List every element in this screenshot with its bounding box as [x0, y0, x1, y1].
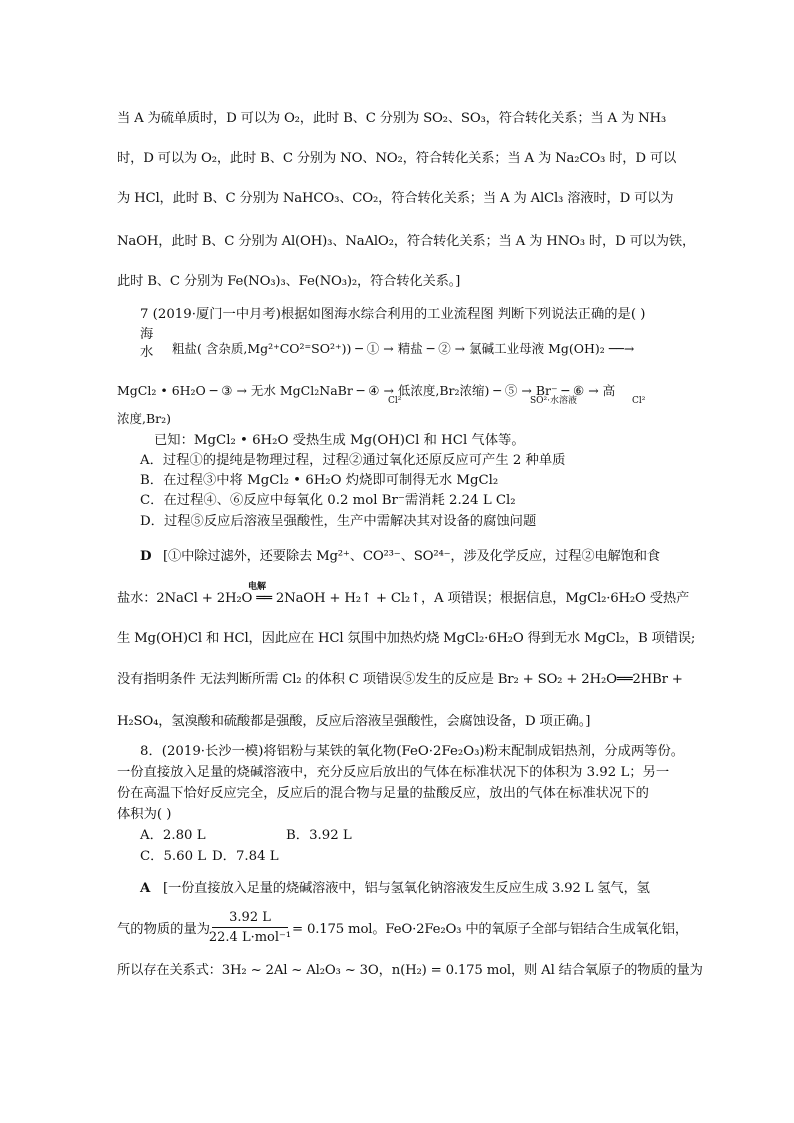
question-7-stem: 7 (2019·厦门一中月考)根据如图海水综合利用的工业流程图 判断下列说法正确的是( )	[140, 307, 646, 322]
arrow-label-4: Cl²	[388, 396, 402, 406]
text-line: 此时 B、C 分别为 Fe(NO₃)₃、Fe(NO₃)₂，符合转化关系。]	[117, 274, 461, 289]
answer-line: 没有指明条件 无法判断所需 Cl₂ 的体积 C 项错误⑤发生的反应是 Br₂ + SO₂ + 2H₂O══2HBr +	[117, 672, 683, 687]
answer-line: 生 Mg(OH)Cl 和 HCl，因此应在 HCl 氛围中加热灼烧 MgCl₂·6H₂O 得到无水 MgCl₂，B 项错误;	[117, 631, 696, 646]
answer-line: 所以存在关系式：3H₂ ~ 2Al ~ Al₂O₃ ~ 3O，n(H₂) = 0.175 mol，则 Al 结合氧原子的物质的量为	[117, 963, 703, 978]
text-line: NaOH，此时 B、C 分别为 Al(OH)₃、NaAlO₂，符合转化关系；当 A 为 HNO₃ 时，D 可以为铁，	[117, 234, 696, 249]
arrow-label-6: Cl²	[632, 396, 646, 406]
fraction-bar	[212, 927, 288, 928]
question-8-stem: 8．(2019·长沙一模)将铝粉与某铁的氧化物(FeO·2Fe₂O₃)粉末配制成铝热剂，分成两等份。	[140, 744, 685, 759]
answer-line: [一份直接放入足量的烧碱溶液中，铝与氢氧化钠溶液发生反应生成 3.92 L 氢气，氢	[163, 881, 650, 896]
question-8-stem: 一份直接放入足量的烧碱溶液中，充分反应后放出的气体在标准状况下的体积为 3.92 L；另一	[117, 765, 670, 780]
answer-line-suffix: = 0.175 mol。FeO·2Fe₂O₃ 中的氧原子全部与铝结合生成氧化铝，	[292, 922, 688, 937]
text-line: 为 HCl，此时 B、C 分别为 NaHCO₃、CO₂，符合转化关系；当 A 为 AlCl₃ 溶液时，D 可以为	[117, 191, 674, 206]
reaction-condition: 电解	[248, 582, 267, 592]
flow-diagram-row-1: 粗盐( 含杂质,Mg²⁺CO²⁼SO²⁺)) ─ ① → 精盐 ─ ② → 氯碱工业母液 Mg(OH)₂ ──→	[172, 341, 635, 356]
flow-label-water: 水	[140, 345, 154, 360]
known-info: 已知：MgCl₂ • 6H₂O 受热生成 Mg(OH)Cl 和 HCl 气体等。	[154, 433, 525, 448]
option-a: A．2.80 L	[140, 828, 206, 843]
text-line: 时，D 可以为 O₂，此时 B、C 分别为 NO、NO₂，符合转化关系；当 A 为 Na₂CO₃ 时，D 可以	[117, 151, 677, 166]
answer-line: 盐水：2NaCl + 2H₂O ══ 2NaOH + H₂↑ + Cl₂↑，A 项错误；根据信息，MgCl₂·6H₂O 受热产	[117, 591, 690, 606]
flow-diagram-row-2: MgCl₂ • 6H₂O ─ ③ → 无水 MgCl₂NaBr ─ ④ → 低浓度,Br₂浓缩) ─ ⑤ → Br⁻ ─ ⑥ → 高	[117, 383, 616, 398]
option-c: C．5.60 L	[140, 849, 207, 864]
option-b: B．3.92 L	[286, 828, 352, 843]
flow-diagram-row-3: 浓度,Br₂)	[117, 411, 172, 426]
arrow-label-5: SO²·水溶液	[530, 396, 578, 406]
answer-letter: D	[140, 549, 152, 564]
option-d: D．过程⑤反应后溶液呈强酸性，生产中需解决其对设备的腐蚀问题	[140, 514, 537, 529]
option-d: D．7.84 L	[212, 849, 279, 864]
option-a: A．过程①的提纯是物理过程，过程②通过氧化还原反应可产生 2 种单质	[140, 453, 566, 468]
question-8-stem: 体积为( )	[117, 807, 172, 822]
fraction-denominator: 22.4 L·mol⁻¹	[208, 930, 292, 945]
option-c: C．在过程④、⑥反应中每氧化 0.2 mol Br⁻需消耗 2.24 L Cl₂	[140, 493, 516, 508]
question-8-stem: 份在高温下恰好反应完全，反应后的混合物与足量的盐酸反应，放出的气体在标准状况下的	[117, 786, 649, 801]
flow-label-sea: 海	[140, 327, 154, 342]
fraction-numerator: 3.92 L	[229, 910, 271, 925]
answer-letter: A	[140, 881, 151, 896]
answer-line-prefix: 气的物质的量为	[117, 922, 211, 937]
answer-line: H₂SO₄，氢溴酸和硫酸都是强酸，反应后溶液呈强酸性，会腐蚀设备，D 项正确。]	[117, 714, 591, 729]
text-line: 当 A 为硫单质时，D 可以为 O₂，此时 B、C 分别为 SO₂、SO₃，符合转化关系；当 A 为 NH₃	[117, 111, 667, 126]
option-b: B．在过程③中将 MgCl₂ • 6H₂O 灼烧即可制得无水 MgCl₂	[140, 473, 499, 488]
answer-line: [①中除过滤外，还要除去 Mg²⁺、CO²³⁻、SO²⁴⁻，涉及化学反应，过程②电解饱和食	[163, 549, 660, 564]
